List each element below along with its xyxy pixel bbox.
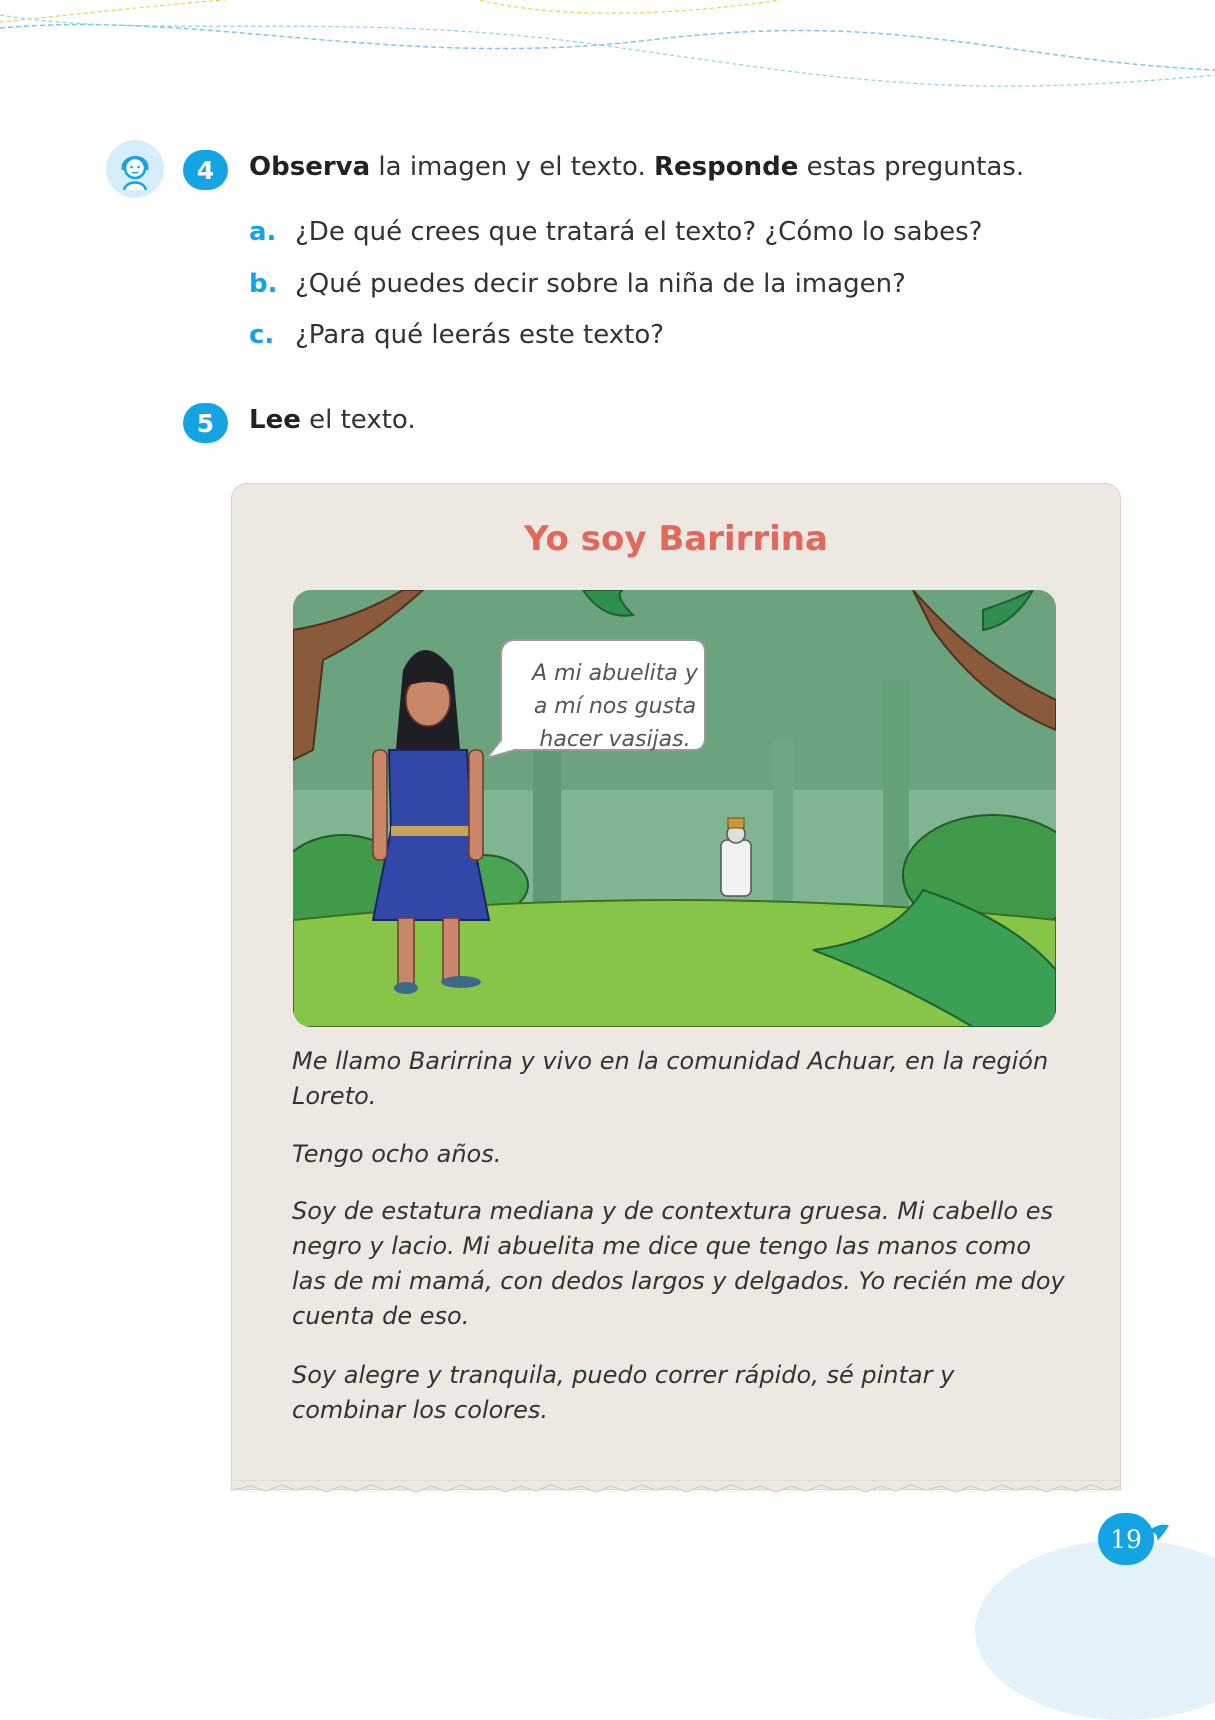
question-item-b [249,269,906,299]
question-text: ¿Para qué leerás este texto? [295,320,665,350]
question-letter: c. [249,320,275,350]
question-letter: b. [249,269,278,299]
instruction-text-end: estas preguntas. [798,152,1025,182]
story-paragraph-1: Me llamo Barirrina y vivo en la comunidad Achuar, en la región Loreto. [292,1047,1049,1110]
forest-scene-image [293,590,1056,1027]
question-text: ¿De qué crees que tratará el texto? ¿Cómo lo sabes? [295,217,983,247]
activity-5-instruction [249,405,416,435]
speech-line: hacer vasijas. [539,727,691,752]
bottom-decoration [975,1540,1215,1720]
speech-line: A mi abuelita y [532,661,698,686]
instruction-text: el texto. [300,405,416,435]
story-paragraph-4: Soy alegre y tranquila, puedo correr rápido, sé pintar y combinar los colores. [292,1361,955,1424]
top-wave-decoration [0,0,1215,110]
story-paragraph-3: Soy de estatura mediana y de contextura gruesa. Mi cabello es negro y lacio. Mi abuelita me dice que tengo las manos como las de mi mamá, con dedos largos y delgados. Yo recién me doy cuenta de eso. [292,1197,1065,1330]
instruction-verb-responde: Responde [653,152,799,182]
story-title: Yo soy Barirrina [524,519,828,559]
activity-number-4: 4 [183,150,228,190]
question-text: ¿Qué puedes decir sobre la niña de la imagen? [295,269,906,299]
story-paragraph-2: Tengo ocho años. [292,1140,502,1168]
question-item-c [249,320,664,350]
speech-bubble [515,657,715,756]
instruction-text: la imagen y el texto. [370,152,654,182]
bird-icon [1147,1521,1171,1543]
activity-4-instruction [249,152,1024,182]
instruction-verb-observa: Observa [249,152,371,182]
student-girl-icon [106,140,164,198]
story-illustration [293,590,1056,1027]
torn-paper-edge [231,1480,1121,1500]
speech-line: a mí nos gusta [533,694,697,719]
question-item-a [249,217,982,247]
activity-number-5: 5 [183,403,228,443]
story-card [231,483,1121,1490]
instruction-verb-lee: Lee [249,405,301,435]
page-number: 19 [1098,1513,1154,1565]
question-letter: a. [249,217,277,247]
